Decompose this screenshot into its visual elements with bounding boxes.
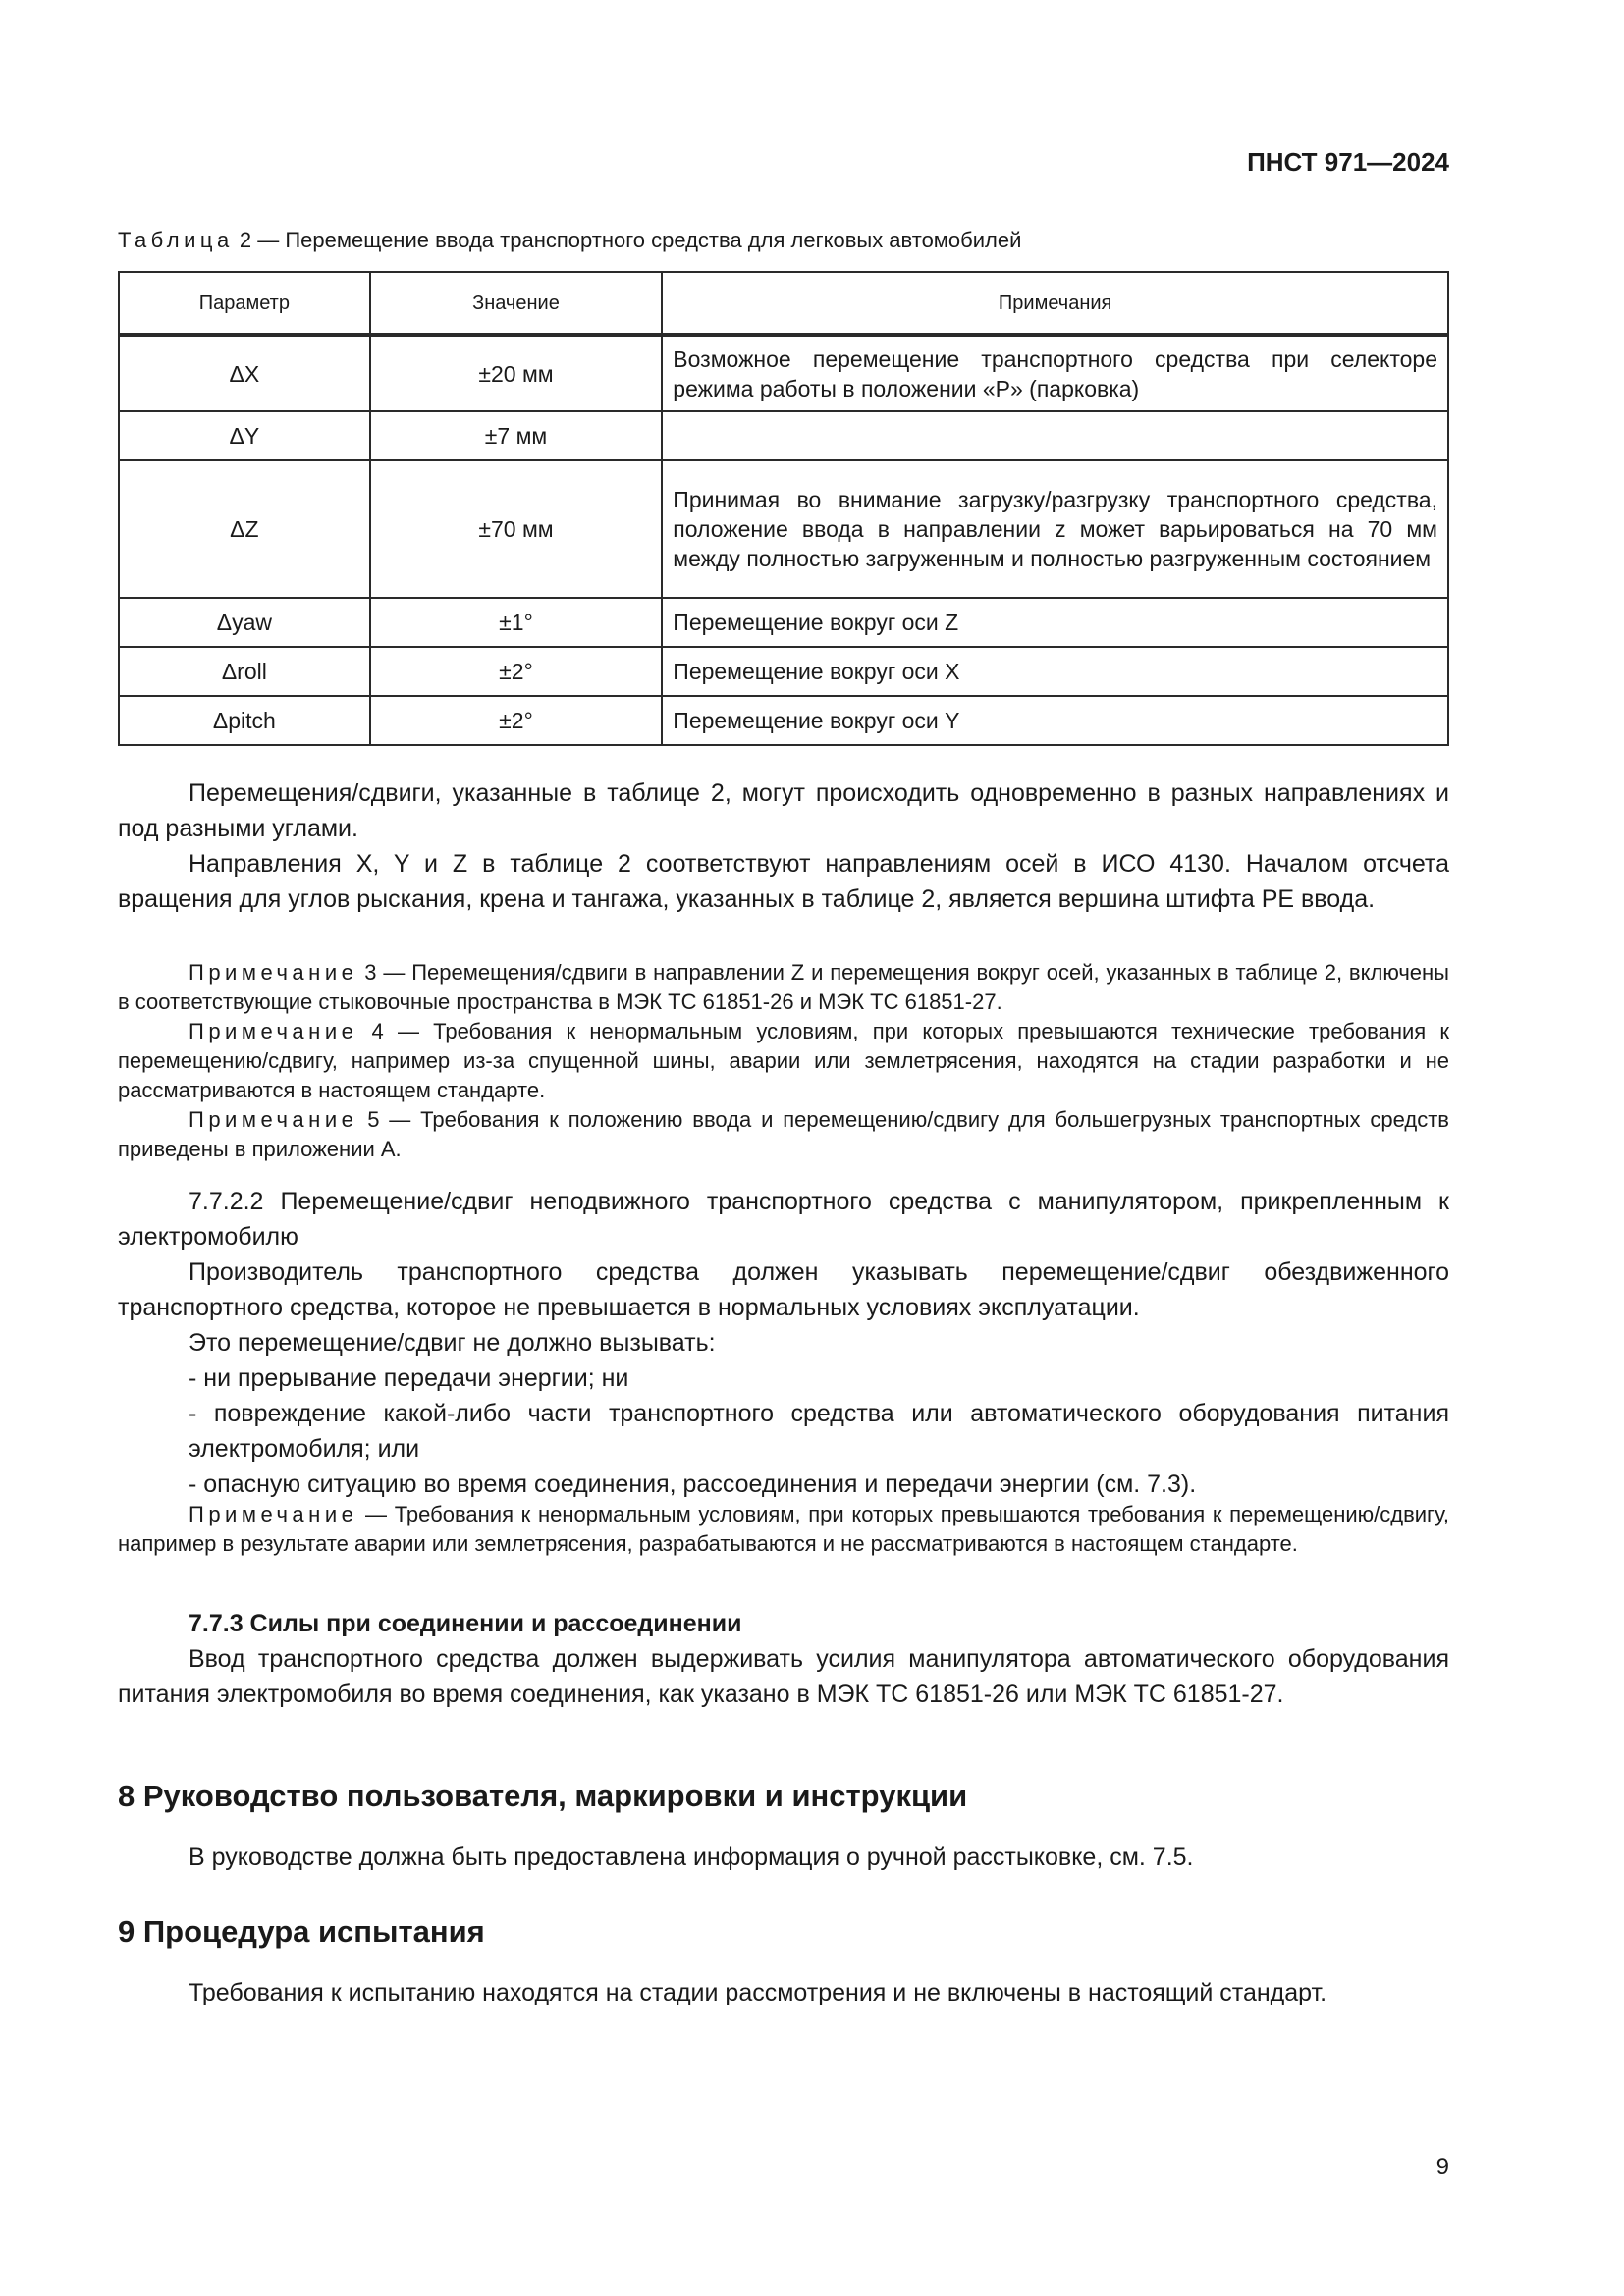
notes-block (118, 958, 1449, 1164)
note-label: Примечание (189, 1019, 358, 1043)
note-3 (118, 958, 1449, 1017)
list-item: - опасную ситуацию во время соединения, рассоединения и передачи энергии (см. 7.3). (189, 1470, 1197, 1498)
paragraph: В руководстве должна быть предоставлена информация о ручной расстыковке, см. 7.5. (189, 1843, 1194, 1871)
note-text: 3 — Перемещения/сдвиги в направлении Z и перемещения вокруг осей, указанных в таблице 2, включены в соответствующие стыковочные пространства в МЭК ТС 61851-26 и МЭК ТС 61851-27. (118, 960, 1449, 1014)
section-9-body (118, 1975, 1449, 2010)
table-caption-label: Таблица (118, 228, 234, 252)
note-5 (118, 1105, 1449, 1164)
table-row (119, 598, 1448, 647)
section-heading-9: 9 Процедура испытания (118, 1914, 485, 1949)
section-heading-8: 8 Руководство пользователя, маркировки и инструкции (118, 1779, 968, 1813)
value-cell: ±7 мм (370, 411, 663, 460)
column-header: Параметр (119, 272, 370, 335)
note-text: 5 — Требования к положению ввода и перемещению/сдвигу для большегрузных транспортных средств приведены в приложении А. (118, 1107, 1449, 1161)
table-row (119, 696, 1448, 745)
list-item: - ни прерывание передачи энергии; ни (189, 1364, 629, 1392)
value-cell: ±2° (370, 647, 663, 696)
value-cell: ±2° (370, 696, 663, 745)
table-row (119, 460, 1448, 598)
table-header-row (119, 272, 1448, 335)
section-7-7-3 (118, 1606, 1449, 1712)
note-4 (118, 1017, 1449, 1105)
table-caption-text: 2 — Перемещение ввода транспортного средства для легковых автомобилей (233, 228, 1022, 252)
section-heading-7-7-2-2: 7.7.2.2 Перемещение/сдвиг неподвижного транспортного средства с манипулятором, прикрепленным к электромобилю (118, 1188, 1449, 1251)
table-row (119, 647, 1448, 696)
section-7-7-2-2-note (118, 1500, 1449, 1559)
param-cell: Δpitch (119, 696, 370, 745)
note-label: Примечание (189, 1107, 358, 1132)
note-label: Примечание (189, 1502, 358, 1526)
section-8-body (118, 1840, 1449, 1875)
column-header: Примечания (662, 272, 1448, 335)
note-cell: Принимая во внимание загрузку/разгрузку транспортного средства, положение ввода в направлении z может варьироваться на 70 мм между полностью загруженным и полностью разгруженным состоянием (662, 460, 1448, 598)
value-cell: ±70 мм (370, 460, 663, 598)
table-row (119, 335, 1448, 411)
paragraph: Направления X, Y и Z в таблице 2 соответствуют направлениям осей в ИСО 4130. Началом отсчета вращения для углов рыскания, крена и тангажа, указанных в таблице 2, является вершина штифта PE ввода. (118, 850, 1449, 913)
note-cell: Перемещение вокруг оси Y (662, 696, 1448, 745)
page-number: 9 (1435, 2154, 1449, 2180)
note-label: Примечание (189, 960, 358, 985)
param-cell: Δroll (119, 647, 370, 696)
param-cell: ΔX (119, 335, 370, 411)
note-text: — Требования к ненормальным условиям, при которых превышаются требования к перемещению/сдвигу, например в результате аварии или землетрясения, разрабатываются и не рассматриваются в настоящем стандарте. (118, 1502, 1449, 1556)
column-header: Значение (370, 272, 663, 335)
section-heading-7-7-3: 7.7.3 Силы при соединении и рассоединении (189, 1610, 742, 1637)
body-paragraphs (118, 775, 1449, 917)
note-text: 4 — Требования к ненормальным условиям, при которых превышаются технические требования к перемещению/сдвигу, например из-за спущенной шины, аварии или землетрясения, находятся на стадии разработки и не рассматриваются в настоящем стандарте. (118, 1019, 1449, 1102)
param-cell: Δyaw (119, 598, 370, 647)
note-cell (662, 411, 1448, 460)
table-caption (118, 228, 1021, 253)
note (118, 1500, 1449, 1559)
param-cell: ΔY (119, 411, 370, 460)
document-code: ПНСТ 971—2024 (1247, 147, 1449, 177)
value-cell: ±20 мм (370, 335, 663, 411)
paragraph: Это перемещение/сдвиг не должно вызывать: (189, 1329, 716, 1357)
list-item: - повреждение какой-либо части транспортного средства или автоматического оборудования питания электромобиля; или (189, 1400, 1449, 1463)
paragraph: Требования к испытанию находятся на стадии рассмотрения и не включены в настоящий стандарт. (189, 1979, 1327, 2006)
paragraph: Ввод транспортного средства должен выдерживать усилия манипулятора автоматического оборудования питания электромобиля во время соединения, как указано в МЭК ТС 61851-26 или МЭК ТС 61851-27. (118, 1645, 1449, 1708)
displacement-table (118, 271, 1449, 746)
table-row (119, 411, 1448, 460)
param-cell: ΔZ (119, 460, 370, 598)
paragraph: Перемещения/сдвиги, указанные в таблице 2, могут происходить одновременно в разных направлениях и под разными углами. (118, 779, 1449, 842)
note-cell: Перемещение вокруг оси Z (662, 598, 1448, 647)
note-cell: Возможное перемещение транспортного средства при селекторе режима работы в положении «P» (парковка) (662, 335, 1448, 411)
note-cell: Перемещение вокруг оси X (662, 647, 1448, 696)
paragraph: Производитель транспортного средства должен указывать перемещение/сдвиг обездвиженного транспортного средства, которое не превышается в нормальных условиях эксплуатации. (118, 1258, 1449, 1321)
value-cell: ±1° (370, 598, 663, 647)
section-7-7-2-2 (118, 1184, 1449, 1502)
